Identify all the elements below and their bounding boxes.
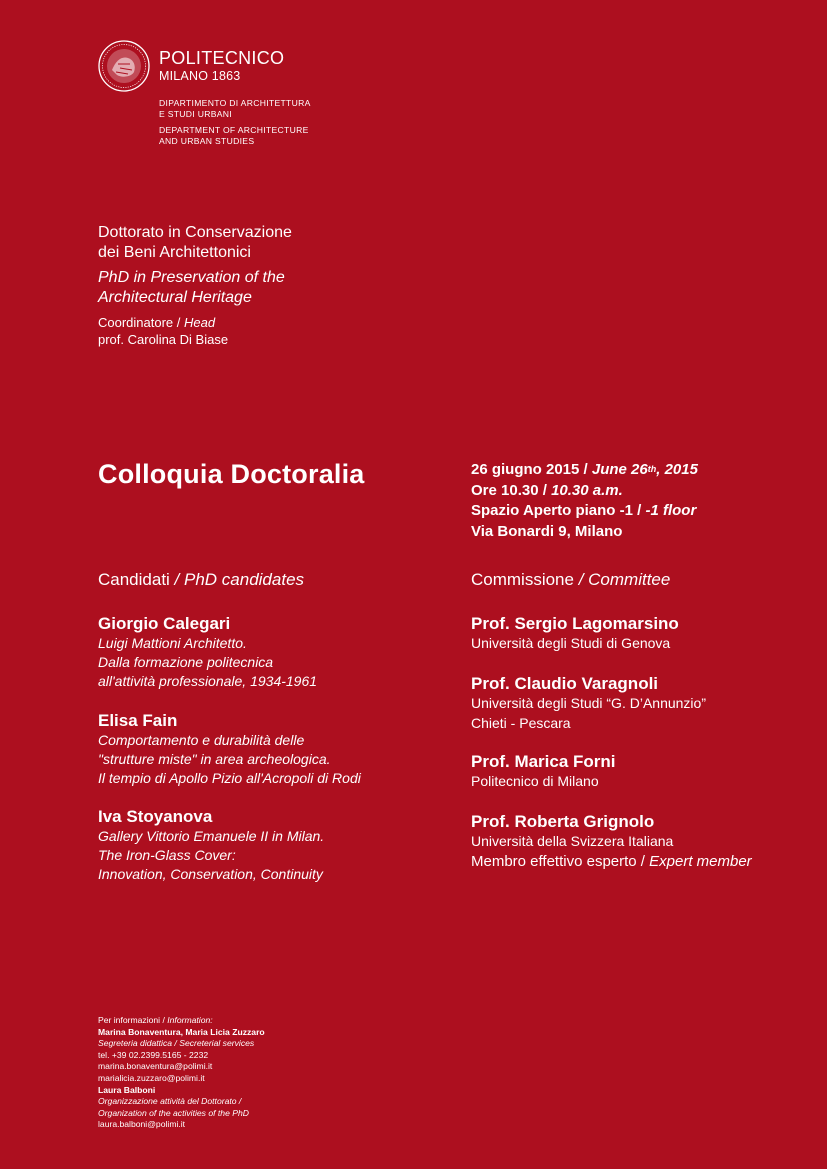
brand-name: POLITECNICO — [159, 48, 285, 68]
thesis-line: Comportamento e durabilità delle — [98, 732, 305, 748]
contact-role: Organizzazione attività del Dottorato / — [98, 1096, 242, 1107]
member-name: Prof. Marica Forni — [471, 752, 616, 771]
committee-member — [471, 751, 816, 792]
committee-member — [471, 613, 816, 654]
coordinator-name: prof. Carolina Di Biase — [98, 332, 229, 347]
contact-email[interactable]: laura.balboni@polimi.it — [98, 1119, 186, 1130]
candidate-item — [98, 806, 438, 884]
contact-role: Organization of the activities of the PhD — [98, 1107, 249, 1118]
dept-en-line-1: DEPARTMENT OF ARCHITECTURE — [159, 125, 309, 135]
event-time: Ore 10.30 / 10.30 a.m. — [471, 481, 623, 499]
thesis-line: Dalla formazione politecnica — [98, 654, 274, 670]
contact-role: Segreteria didattica / Secreterial services — [98, 1038, 255, 1049]
contact-footer — [98, 1015, 265, 1131]
thesis-line: "strutture miste" in area archeologica. — [98, 751, 331, 767]
thesis-line: The Iron-Glass Cover: — [98, 847, 236, 863]
program-en-line-2: Architectural Heritage — [98, 289, 252, 306]
contact-name: Laura Balboni — [98, 1084, 156, 1095]
program-it-line-1: Dottorato in Conservazione — [98, 224, 292, 241]
candidate-item — [98, 710, 438, 788]
contact-email[interactable]: marialicia.zuzzaro@polimi.it — [98, 1072, 205, 1083]
member-affiliation: Chieti - Pescara — [471, 714, 571, 731]
candidate-name: Iva Stoyanova — [98, 807, 213, 826]
candidate-name: Giorgio Calegari — [98, 614, 231, 633]
contact-email[interactable]: marina.bonaventura@polimi.it — [98, 1061, 213, 1072]
info-label: Per informazioni / Information: — [98, 1015, 213, 1025]
event-date: 26 giugno 2015 / June 26th, 2015 — [471, 461, 698, 478]
dept-it-line-1: DIPARTIMENTO DI ARCHITETTURA — [159, 98, 311, 108]
thesis-line: Il tempio di Apollo Pizio all'Acropoli di Rodi — [98, 770, 361, 786]
department-italian — [159, 98, 311, 120]
program-title-english — [98, 268, 285, 308]
thesis-line: all'attività professionale, 1934-1961 — [98, 673, 318, 689]
committee-member — [471, 673, 816, 733]
event-place: Spazio Aperto piano -1 / -1 floor — [471, 502, 697, 519]
member-affiliation: Università degli Studi di Genova — [471, 635, 671, 651]
member-role: Membro effettivo esperto / Expert member — [471, 852, 752, 870]
dept-en-line-2: AND URBAN STUDIES — [159, 136, 255, 146]
committee-heading: Commissione / Committee — [471, 570, 671, 589]
program-en-line-1: PhD in Preservation of the — [98, 269, 285, 286]
committee-member — [471, 811, 816, 871]
member-affiliation: Politecnico di Milano — [471, 773, 599, 789]
candidate-name: Elisa Fain — [98, 711, 178, 730]
member-name: Prof. Claudio Varagnoli — [471, 674, 659, 693]
program-it-line-2: dei Beni Architettonici — [98, 244, 251, 261]
member-name: Prof. Roberta Grignolo — [471, 812, 655, 831]
coordinator-label: Coordinatore / Head — [98, 315, 216, 330]
candidate-item — [98, 613, 438, 691]
brand-subtitle: MILANO 1863 — [159, 69, 241, 83]
politecnico-seal-logo — [98, 40, 150, 92]
coordinator-block — [98, 314, 228, 348]
program-title-italian — [98, 223, 292, 263]
event-address: Via Bonardi 9, Milano — [471, 522, 623, 540]
member-affiliation: Università degli Studi “G. D’Annunzio” — [471, 695, 706, 711]
thesis-line: Innovation, Conservation, Continuity — [98, 866, 323, 882]
member-affiliation: Università della Svizzera Italiana — [471, 833, 674, 849]
contact-names: Marina Bonaventura, Maria Licia Zuzzaro — [98, 1026, 265, 1037]
contact-phone: tel. +39 02.2399.5165 - 2232 — [98, 1049, 209, 1060]
member-name: Prof. Sergio Lagomarsino — [471, 614, 679, 633]
candidates-heading: Candidati / PhD candidates — [98, 570, 305, 589]
thesis-line: Luigi Mattioni Architetto. — [98, 635, 247, 651]
event-details — [471, 460, 698, 542]
event-title: Colloquia Doctoralia — [98, 459, 365, 489]
department-english — [159, 125, 309, 147]
dept-it-line-2: E STUDI URBANI — [159, 109, 232, 119]
thesis-line: Gallery Vittorio Emanuele II in Milan. — [98, 828, 325, 844]
